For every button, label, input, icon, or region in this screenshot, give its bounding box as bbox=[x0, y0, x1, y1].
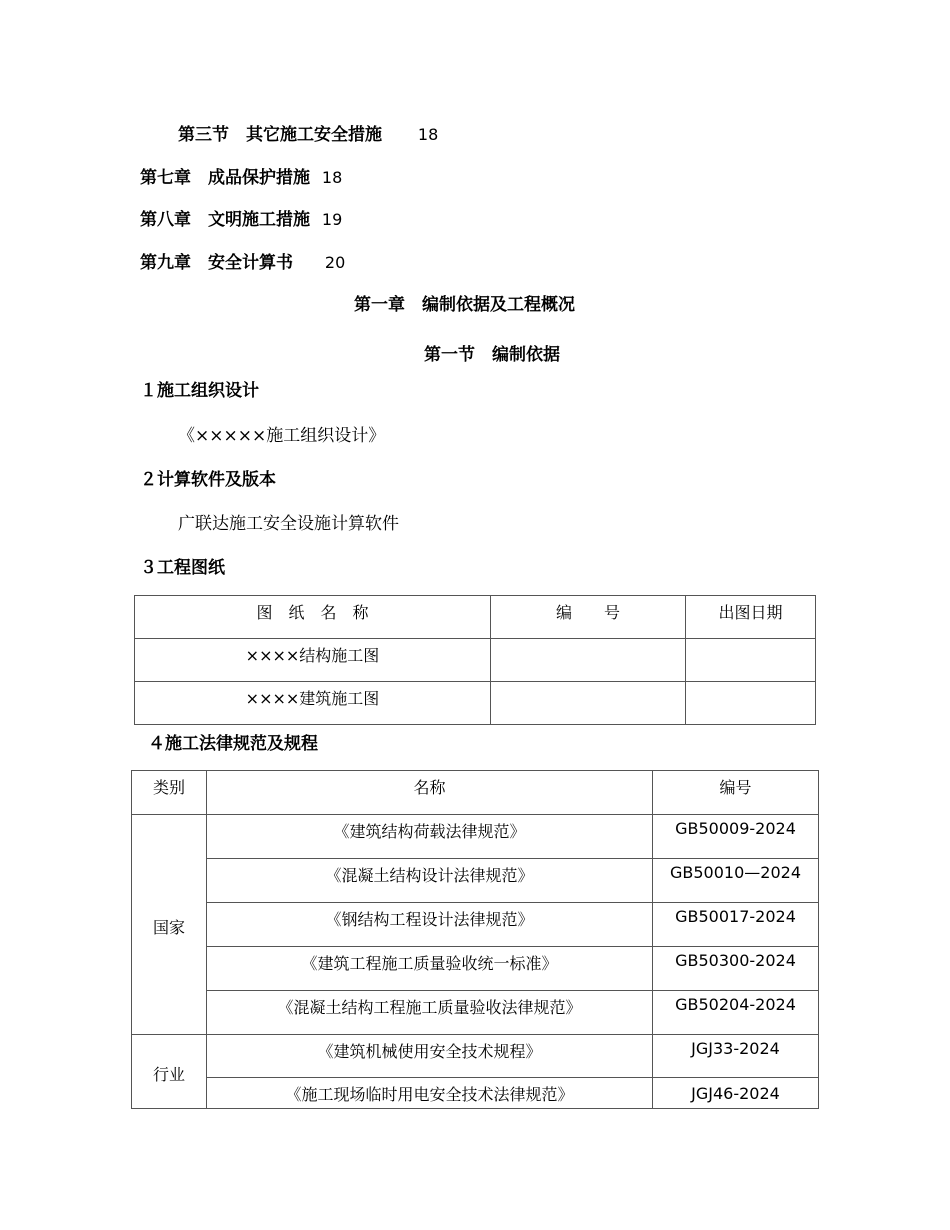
toc-entry-page: 18 bbox=[417, 125, 439, 144]
header-cell: 名称 bbox=[207, 771, 653, 815]
table-cell: GB50010—2024 bbox=[653, 859, 819, 903]
toc-entry-page: 18 bbox=[321, 168, 343, 187]
table-row bbox=[135, 639, 816, 682]
table-row bbox=[132, 947, 819, 991]
table-cell bbox=[686, 639, 816, 682]
table-cell bbox=[491, 639, 686, 682]
standards-table bbox=[131, 770, 819, 1109]
toc-entry-title: 第七章 成品保护措施 bbox=[140, 168, 310, 188]
header-cell: 编 号 bbox=[491, 596, 686, 639]
header-cell: 出图日期 bbox=[686, 596, 816, 639]
table-header-row bbox=[135, 596, 816, 639]
toc-entry-page: 20 bbox=[324, 253, 346, 272]
table-header-row bbox=[132, 771, 819, 815]
item-heading: １施工组织设计 bbox=[140, 381, 259, 401]
table-cell: GB50017-2024 bbox=[653, 903, 819, 947]
table-cell: 《建筑工程施工质量验收统一标准》 bbox=[207, 947, 653, 991]
toc-entry[interactable] bbox=[140, 248, 345, 273]
table-cell: GB50204-2024 bbox=[653, 991, 819, 1035]
section-title: 第一节 编制依据 bbox=[424, 345, 560, 365]
toc-entry[interactable] bbox=[140, 205, 342, 230]
item-heading: ２计算软件及版本 bbox=[140, 470, 276, 490]
header-cell: 类别 bbox=[132, 771, 207, 815]
table-cell: 《建筑机械使用安全技术规程》 bbox=[207, 1035, 653, 1078]
table-cell: 《混凝土结构工程施工质量验收法律规范》 bbox=[207, 991, 653, 1035]
header-cell: 图 纸 名 称 bbox=[135, 596, 491, 639]
toc-entry-title: 第九章 安全计算书 bbox=[140, 253, 293, 273]
table-row bbox=[132, 1035, 819, 1078]
toc-entry-title: 第三节 其它施工安全措施 bbox=[178, 125, 382, 145]
table-cell: 《建筑结构荷载法律规范》 bbox=[207, 815, 653, 859]
table-cell: ××××建筑施工图 bbox=[135, 682, 491, 725]
table-row bbox=[132, 903, 819, 947]
item-heading: ４施工法律规范及规程 bbox=[148, 734, 318, 754]
table-cell: GB50009-2024 bbox=[653, 815, 819, 859]
table-row bbox=[132, 991, 819, 1035]
category-cell: 行业 bbox=[132, 1035, 207, 1109]
toc-entry[interactable] bbox=[140, 163, 342, 188]
table-cell bbox=[686, 682, 816, 725]
toc-entry-title: 第八章 文明施工措施 bbox=[140, 210, 310, 230]
category-cell: 国家 bbox=[132, 815, 207, 1035]
table-cell: JGJ33-2024 bbox=[653, 1035, 819, 1078]
table-row bbox=[132, 815, 819, 859]
item-text: 《×××××施工组织设计》 bbox=[178, 426, 386, 446]
table-row bbox=[132, 859, 819, 903]
table-row bbox=[135, 682, 816, 725]
header-cell: 编号 bbox=[653, 771, 819, 815]
toc-entry-page: 19 bbox=[321, 210, 343, 229]
table-cell bbox=[491, 682, 686, 725]
item-heading: ３工程图纸 bbox=[140, 558, 225, 578]
table-cell: 《施工现场临时用电安全技术法律规范》 bbox=[207, 1078, 653, 1109]
table-row bbox=[132, 1078, 819, 1109]
table-cell: ××××结构施工图 bbox=[135, 639, 491, 682]
toc-entry[interactable] bbox=[178, 120, 438, 145]
table-cell: JGJ46-2024 bbox=[653, 1078, 819, 1109]
table-cell: 《混凝土结构设计法律规范》 bbox=[207, 859, 653, 903]
item-text: 广联达施工安全设施计算软件 bbox=[178, 514, 399, 534]
drawings-table bbox=[134, 595, 816, 725]
table-cell: 《钢结构工程设计法律规范》 bbox=[207, 903, 653, 947]
chapter-title: 第一章 编制依据及工程概况 bbox=[354, 295, 575, 315]
table-cell: GB50300-2024 bbox=[653, 947, 819, 991]
